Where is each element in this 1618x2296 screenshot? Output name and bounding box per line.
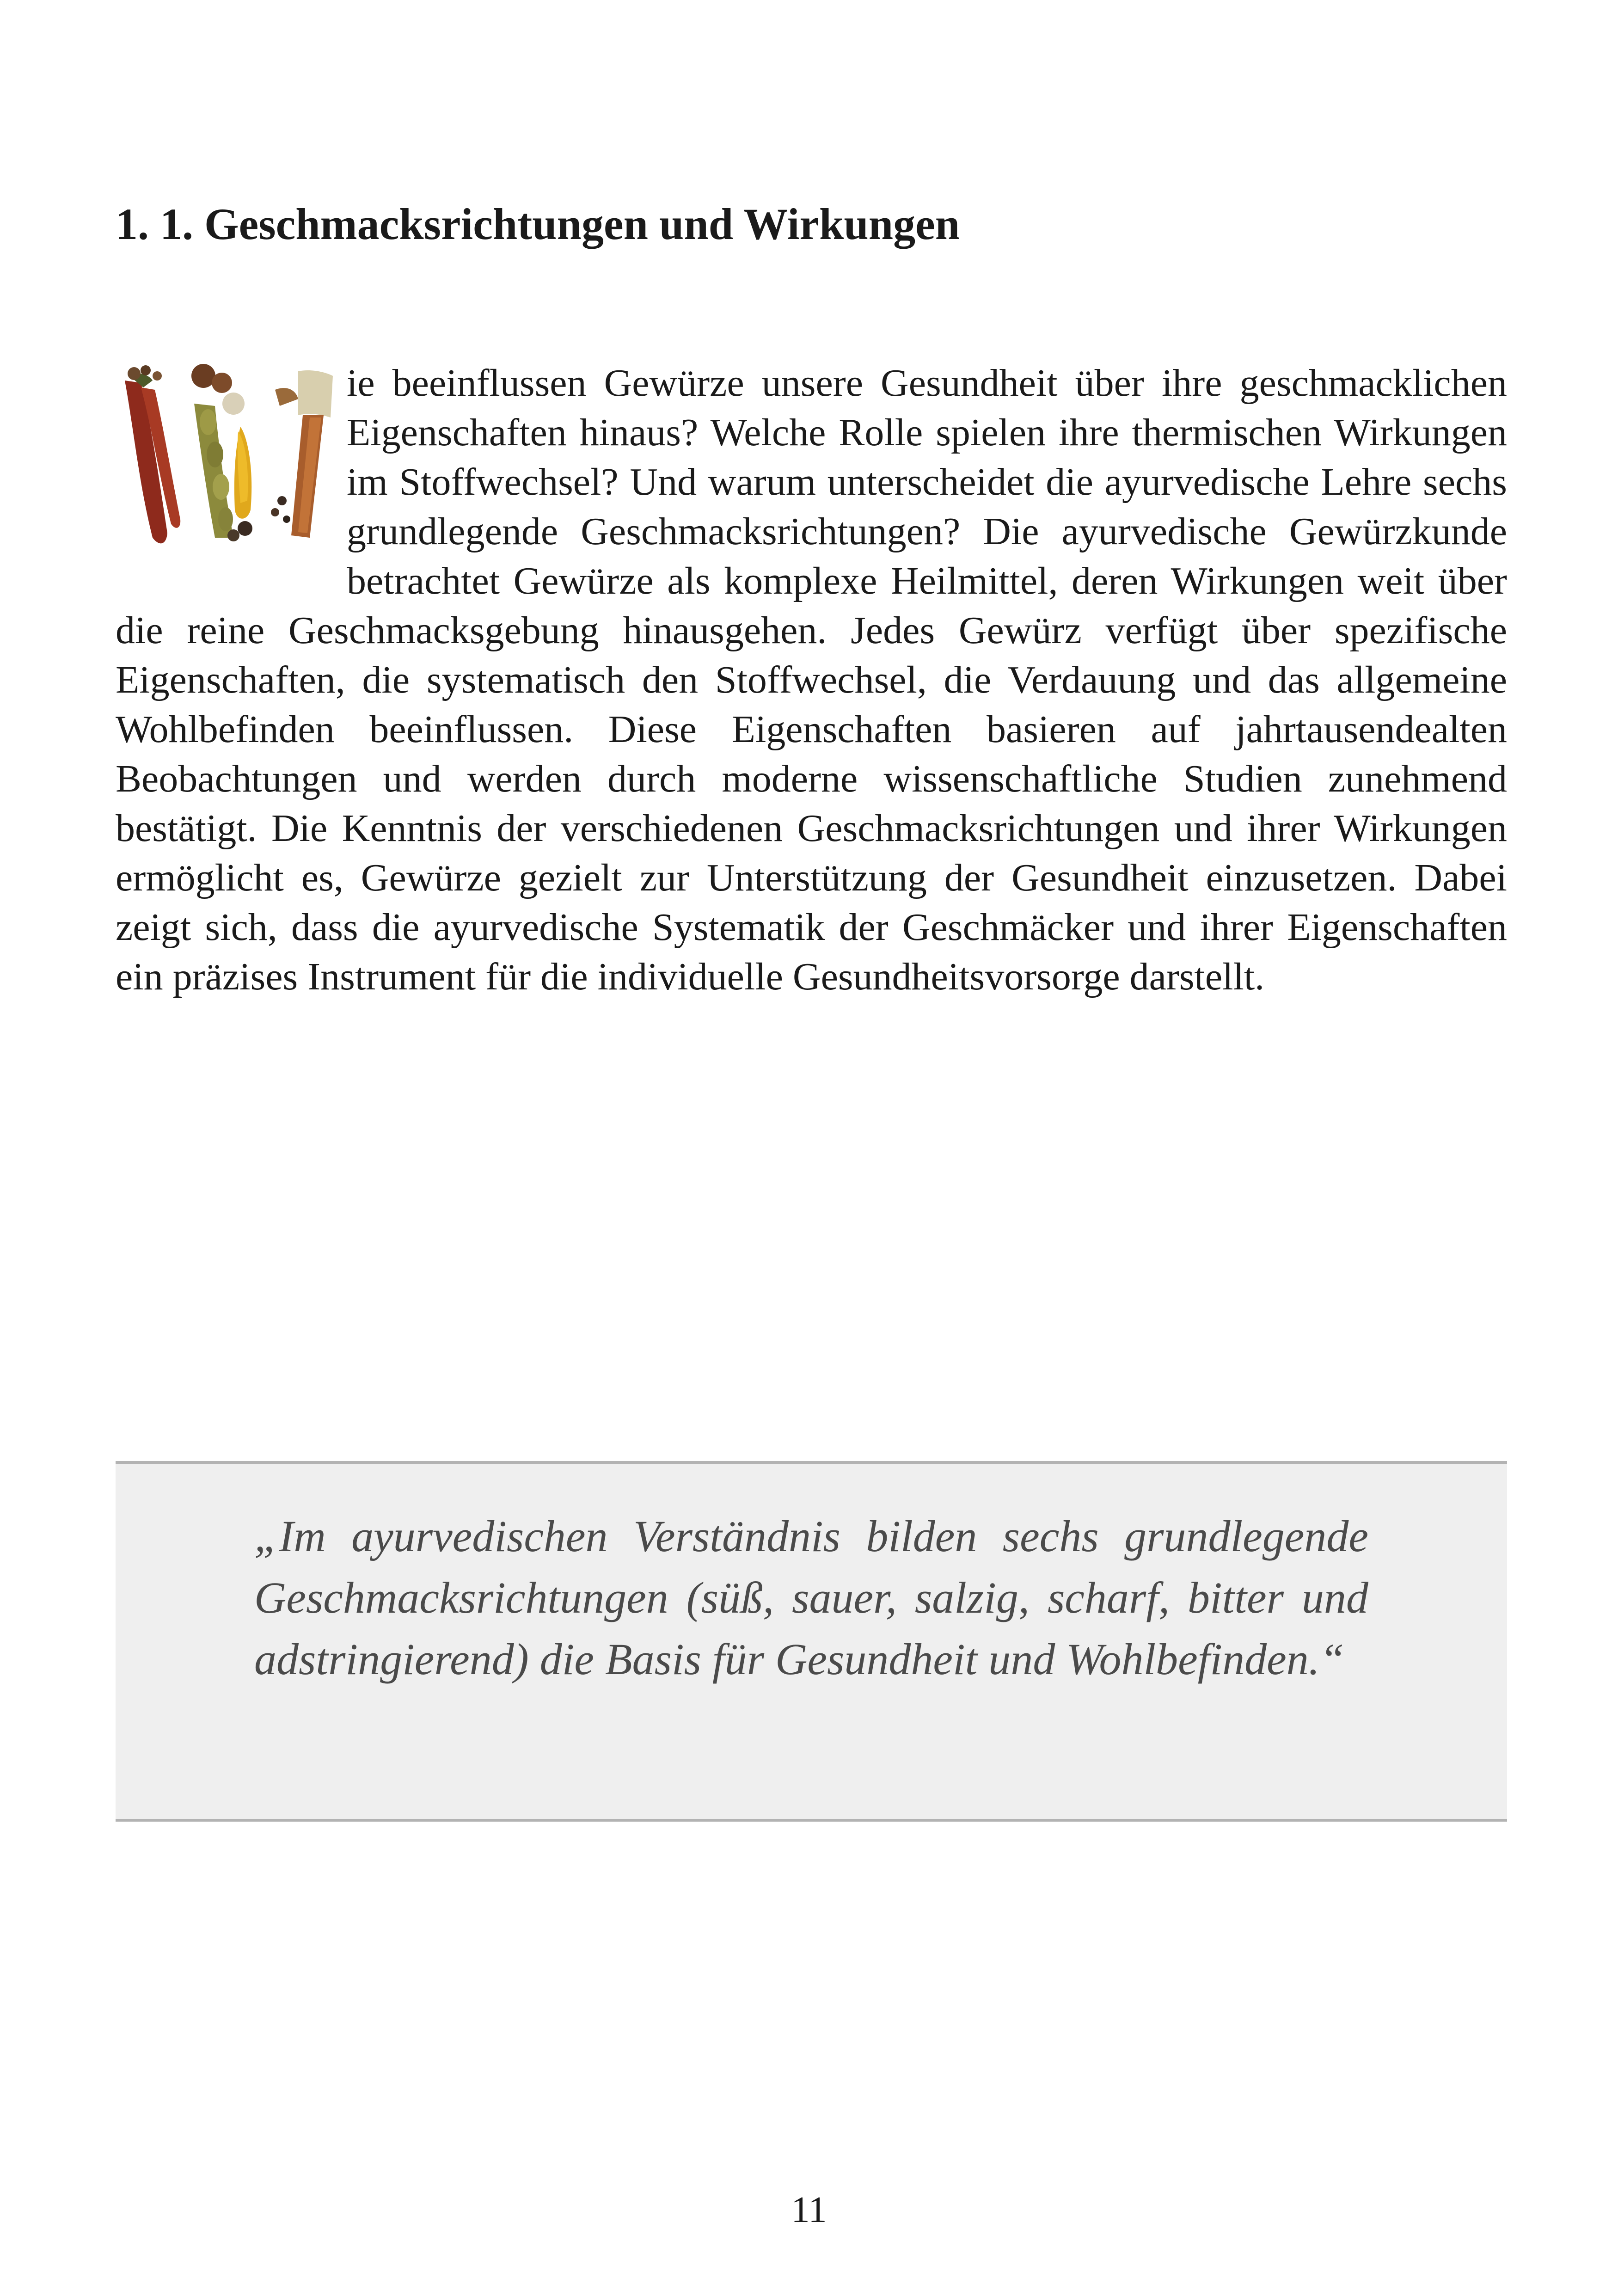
- pull-quote-box: [116, 1461, 1507, 1822]
- intro-paragraph-text: ie beeinflussen Gewürze unsere Gesundheit über ihre geschmacklichen Eigenschaften hinaus? Welche Rolle spielen ihre thermischen Wirkungen im Stoffwechsel? Und warum unterscheidet die ayurvedische Lehre sechs grundlegende Geschmacksrichtungen? Die ayurvedische Gewürzkunde betrachtet Gewürze als komplexe Heilmittel, deren Wirkungen weit über die reine Geschmacksgebung hinausgehen. Jedes Gewürz verfügt über spezifische Eigenschaften, die systematisch den Stoffwechsel, die Verdauung und das allgemeine Wohlbefinden beeinflussen. Diese Eigenschaften basieren auf jahrtausendealten Beobachtungen und werden durch moderne wissenschaftliche Studien zunehmend bestätigt. Die Kenntnis der verschiedenen Geschmacksrichtungen und ihrer Wirkungen ermöglicht es, Gewürze gezielt zur Unterstützung der Gesundheit einzusetzen. Dabei zeigt sich, dass die ayurvedische Systematik der Geschmäcker und ihrer Eigenschaften ein präzises Instrument für die individuelle Gesundheitsvorsorge darstellt.: [116, 362, 1507, 998]
- chili-stroke: [125, 365, 180, 543]
- cinnamon-stroke: [271, 370, 333, 538]
- pull-quote-text: „Im ayurvedischen Verständnis bilden sechs grundlegende Geschmacksrichtungen (süß, sauer, salzig, scharf, bitter und adstringierend) die Basis für Gesundheit und Wohlbefinden.“: [254, 1511, 1368, 1684]
- intro-paragraph: [116, 358, 1507, 1001]
- page-number: 11: [791, 2190, 827, 2230]
- section-heading: 1. 1. Geschmacksrichtungen und Wirkungen: [116, 199, 960, 249]
- spice-letter-w-icon: [116, 362, 337, 561]
